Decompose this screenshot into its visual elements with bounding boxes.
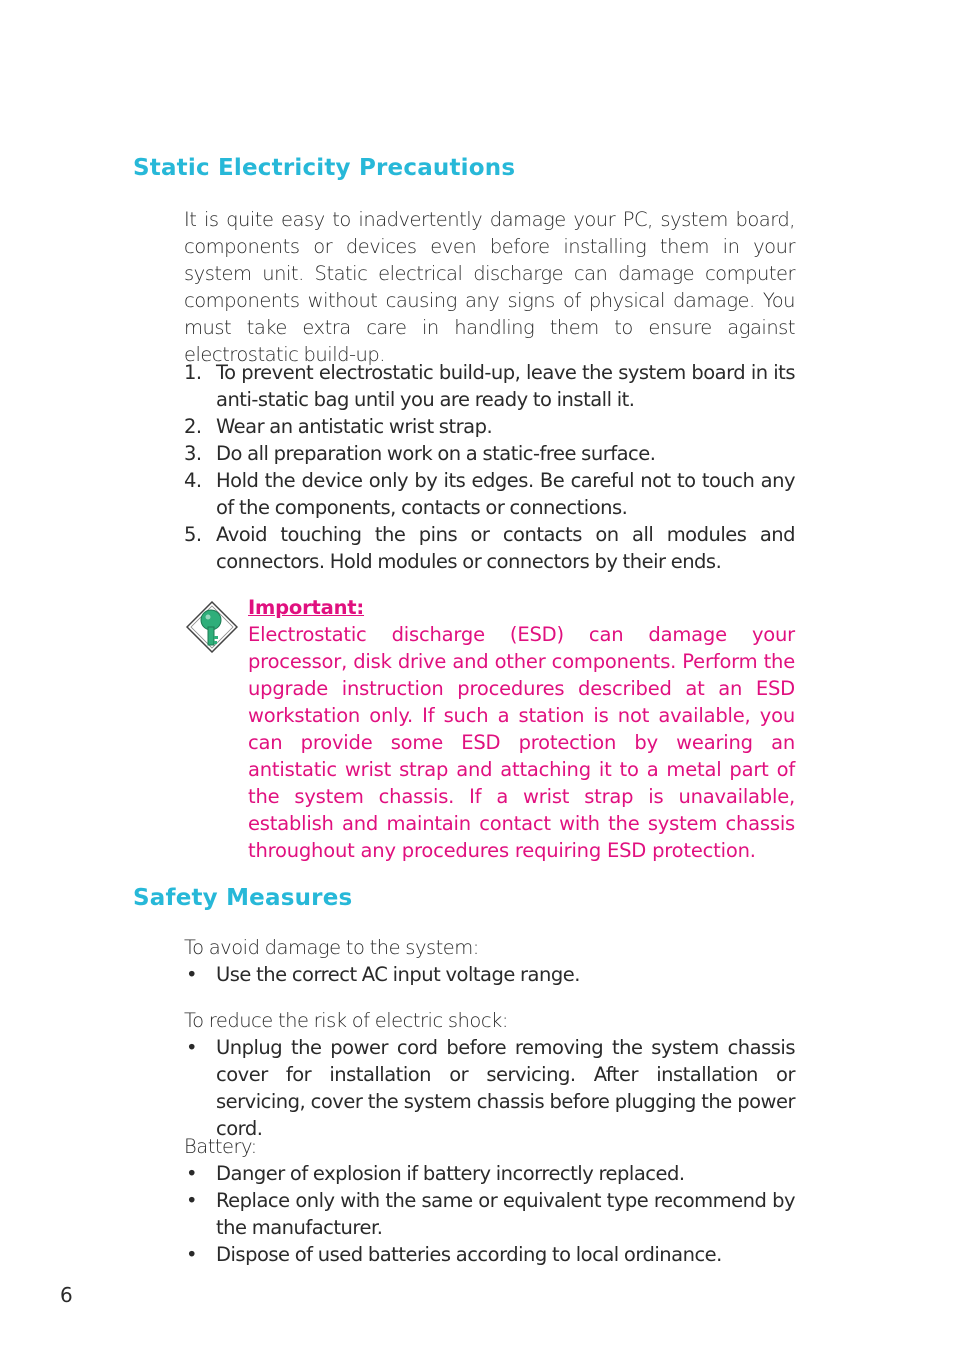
safety-list [184,1160,795,1268]
bullet: • [186,1036,198,1059]
list-item [184,1241,795,1268]
bullet-text: Danger of explosion if battery incorrectly replaced. [216,1162,685,1185]
list-item [184,359,795,413]
note-title: Important: [248,596,365,619]
page-number: 6 [60,1283,73,1307]
bullet: • [186,1189,198,1212]
list-item [184,413,795,440]
group-intro: To reduce the risk of electric shock: [184,1009,508,1032]
list-item [184,467,795,521]
step-number: 5. [184,523,202,546]
bullet: • [186,1243,198,1266]
step-text: To prevent electrostatic build-up, leave the system board in its anti-static bag until you are ready to install it. [216,361,795,411]
bullet-text: Replace only with the same or equivalent type recommend by the manufacturer. [216,1189,795,1239]
bullet-text: Dispose of used batteries according to local ordinance. [216,1243,722,1266]
safety-list [184,1034,795,1142]
step-number: 1. [184,361,202,384]
important-note [248,594,795,864]
step-text: Avoid touching the pins or contacts on all modules and connectors. Hold modules or connectors by their ends. [216,523,795,573]
step-text: Do all preparation work on a static-free surface. [216,442,656,465]
group-intro: To avoid damage to the system: [184,936,479,959]
group-intro: Battery: [184,1135,257,1158]
list-item [184,1187,795,1241]
bullet-text: Unplug the power cord before removing the system chassis cover for installation or servicing. After installation or servicing, cover the system chassis before plugging the power cord. [216,1036,795,1140]
intro-paragraph: It is quite easy to inadvertently damage your PC, system board, components or devices even before installing them in your system unit. Static electrical discharge can damage computer components without causing any signs of physical damage. You must take extra care in handling them to ensure against electrostatic build-up. [184,208,795,366]
bullet: • [186,1162,198,1185]
step-text: Hold the device only by its edges. Be careful not to touch any of the components, contacts or connections. [216,469,795,519]
step-number: 2. [184,415,202,438]
section-heading-safety-measures: Safety Measures [133,885,353,911]
safety-list [184,961,795,988]
list-item [184,961,795,988]
bullet: • [186,963,198,986]
precaution-steps [184,359,795,575]
key-diamond-icon [186,601,238,653]
list-item [184,440,795,467]
list-item [184,1034,795,1142]
step-number: 3. [184,442,202,465]
note-text: Electrostatic discharge (ESD) can damage your processor, disk drive and other components. Perform the upgrade instruction procedures described at an ESD workstation only. If such a station is not available, you can provide some ESD protection by wearing an antistatic wrist strap and attaching it to a metal part of the system chassis. If a wrist strap is unavailable, establish and maintain contact with the system chassis throughout any procedures requiring ESD protection. [248,623,795,862]
bullet-text: Use the correct AC input voltage range. [216,963,580,986]
section-heading-static-electricity: Static Electricity Precautions [133,155,516,181]
step-number: 4. [184,469,202,492]
step-text: Wear an antistatic wrist strap. [216,415,493,438]
list-item [184,521,795,575]
list-item [184,1160,795,1187]
